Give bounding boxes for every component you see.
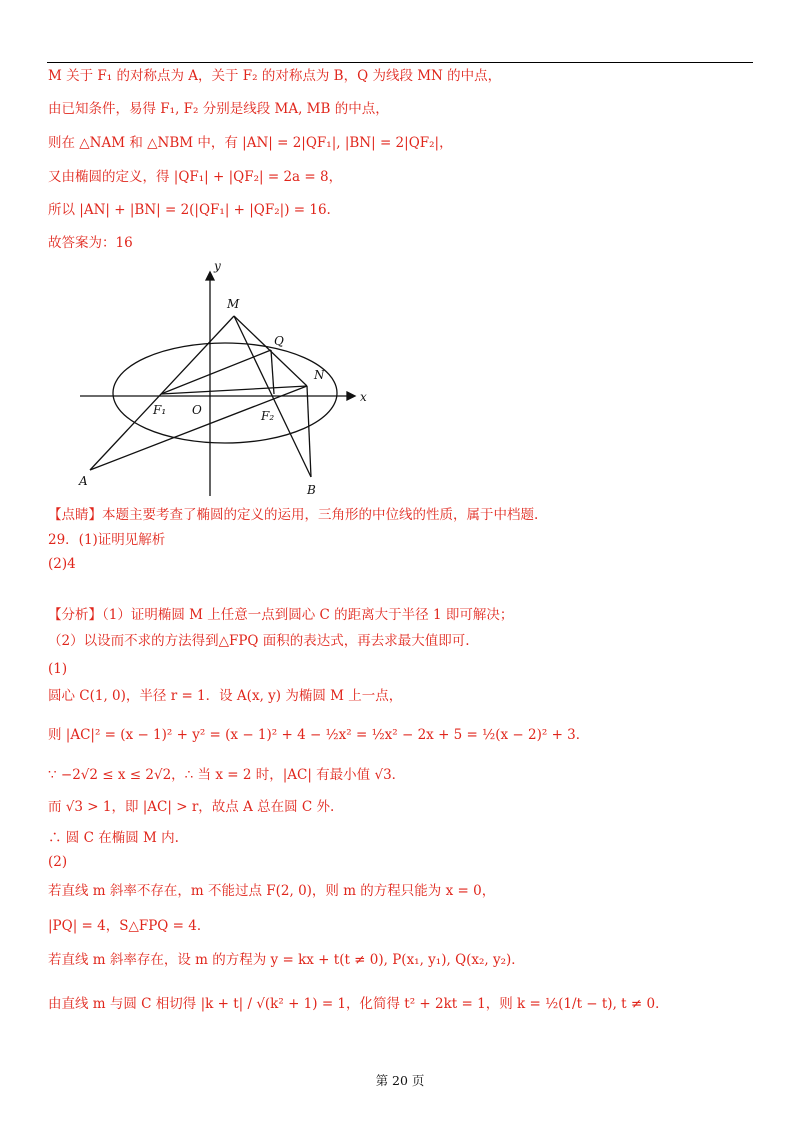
line-1: M 关于 F₁ 的对称点为 A，关于 F₂ 的对称点为 B，Q 为线段 MN 的中点， <box>48 68 502 84</box>
solution-line-5: ∴ 圆 C 在椭圆 M 内. <box>48 830 179 846</box>
dianjing-line: 【点睛】本题主要考查了椭圆的定义的运用，三角形的中位线的性质，属于中档题. <box>48 507 539 523</box>
header-rule <box>47 62 753 63</box>
answer-line: 故答案为：16 <box>48 235 133 251</box>
label-Q: Q <box>274 334 284 348</box>
solution-line-6: 若直线 m 斜率不存在，m 不能过点 F(2, 0)，则 m 的方程只能为 x = 0， <box>48 883 496 899</box>
line-AN <box>90 386 307 470</box>
label-F2: F₂ <box>261 409 275 423</box>
label-O: O <box>192 403 202 417</box>
part-2-label: (2) <box>48 854 68 870</box>
problem-29-part2: (2)4 <box>48 556 76 572</box>
line-F1N <box>161 386 307 394</box>
line-2: 由已知条件，易得 F₁, F₂ 分别是线段 MA, MB 的中点， <box>48 101 389 117</box>
label-y: y <box>214 259 221 273</box>
ellipse <box>113 343 337 443</box>
label-F1: F₁ <box>153 403 167 417</box>
ellipse-figure <box>75 258 375 498</box>
line-3: 则在 △NAM 和 △NBM 中，有 |AN| = 2|QF₁|, |BN| = 2|QF₂|， <box>48 135 453 151</box>
solution-line-7: |PQ| = 4，S△FPQ = 4． <box>48 918 211 934</box>
line-5: 所以 |AN| + |BN| = 2(|QF₁| + |QF₂|) = 16. <box>48 202 331 218</box>
label-N: N <box>314 368 325 382</box>
solution-line-9: 由直线 m 与圆 C 相切得 |k + t| / √(k² + 1) = 1，化简得 t² + 2kt = 1，则 k = ½(1/t − t), t ≠ 0． <box>48 996 669 1012</box>
ellipse-diagram <box>75 258 375 498</box>
page-number: 第 20 页 <box>375 1073 425 1088</box>
y-axis-arrow <box>206 272 214 280</box>
solution-line-8: 若直线 m 斜率存在，设 m 的方程为 y = kx + t(t ≠ 0), P(x₁, y₁), Q(x₂, y₂)． <box>48 952 525 968</box>
analysis-line-1: 【分析】（1）证明椭圆 M 上任意一点到圆心 C 的距离大于半径 1 即可解决； <box>48 607 514 623</box>
line-NB <box>307 386 311 477</box>
line-4: 又由椭圆的定义，得 |QF₁| + |QF₂| = 2a = 8， <box>48 169 343 185</box>
line-F1Q <box>161 350 271 394</box>
part-1-label: (1) <box>48 661 68 677</box>
label-x: x <box>360 390 367 404</box>
label-A: A <box>79 474 88 488</box>
solution-line-4: 而 √3 > 1，即 |AC| > r，故点 A 总在圆 C 外. <box>48 799 335 815</box>
solution-line-2: 则 |AC|² = (x − 1)² + y² = (x − 1)² + 4 − ½x² = ½x² − 2x + 5 = ½(x − 2)² + 3． <box>48 727 590 743</box>
solution-line-1: 圆心 C(1, 0)，半径 r = 1．设 A(x, y) 为椭圆 M 上一点， <box>48 688 403 704</box>
problem-29-header: 29．(1)证明见解析 <box>48 532 166 548</box>
label-B: B <box>307 483 316 497</box>
analysis-line-2: （2）以设而不求的方法得到△FPQ 面积的表达式，再去求最大值即可. <box>48 633 470 649</box>
solution-line-3: ∵ −2√2 ≤ x ≤ 2√2，∴ 当 x = 2 时，|AC| 有最小值 √3． <box>48 767 406 783</box>
x-axis-arrow <box>347 392 355 400</box>
label-M: M <box>227 297 240 311</box>
